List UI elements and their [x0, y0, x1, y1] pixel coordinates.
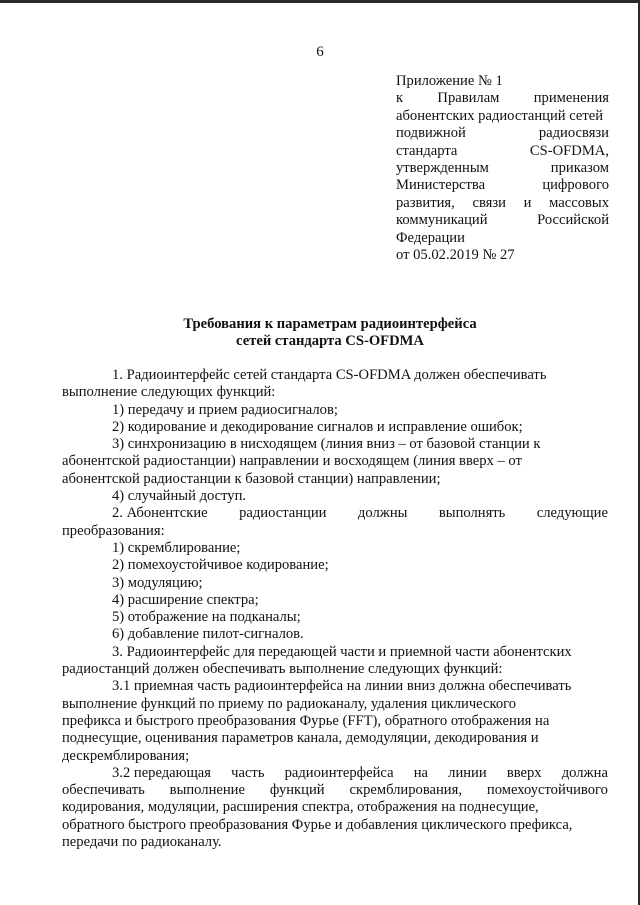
appendix-word: стандарта — [396, 142, 458, 159]
paragraph-1-line: 1. Радиоинтерфейс сетей стандарта CS-OFDMA должен обеспечивать — [112, 367, 547, 383]
transform-item-3: 3) модуляцию; — [112, 574, 203, 591]
appendix-block — [396, 73, 609, 264]
paragraph-3-2-line: кодирования, модуляции, расширения спектра, отображения на поднесущие, — [62, 799, 539, 816]
function-item-1: 1) передачу и прием радиосигналов; — [112, 401, 338, 418]
title-line-2: сетей стандарта CS-OFDMA — [236, 333, 424, 349]
document-body — [62, 367, 608, 851]
appendix-line-7 — [396, 177, 609, 194]
paragraph-3-1-line: префикса и быстрого преобразования Фурье (FFT), обратного отображения на — [62, 712, 550, 729]
appendix-word: применения — [533, 90, 609, 107]
function-item-2: 2) кодирование и декодирование сигналов и исправление ошибок; — [112, 418, 523, 435]
paragraph-3-2-line: передачи по радиоканалу. — [62, 834, 222, 851]
paragraph-2-word: выполнять — [438, 505, 506, 522]
paragraph-2-line — [62, 505, 608, 522]
paragraph-3-2-word: 3.2 передающая — [112, 764, 211, 781]
scan-edge-top — [0, 0, 640, 3]
paragraph-3-2-line — [62, 765, 608, 782]
paragraph-2-word: 2. Абонентские — [112, 505, 208, 522]
paragraph-3-2-word: функций — [269, 782, 325, 799]
appendix-line-9 — [396, 212, 609, 229]
paragraph-2-word: следующие — [536, 505, 608, 522]
appendix-word: цифрового — [542, 177, 609, 194]
appendix-word: приказом — [550, 160, 609, 177]
appendix-line-8 — [396, 195, 609, 212]
paragraph-3-2-word: должна — [561, 764, 608, 781]
paragraph-3-2-line — [62, 782, 608, 799]
paragraph-3-line: 3. Радиоинтерфейс для передающей части и приемной части абонентских — [112, 643, 572, 660]
appendix-line-2 — [396, 90, 609, 107]
paragraph-1-line: выполнение следующих функций: — [62, 384, 276, 401]
transform-item-4: 4) расширение спектра; — [112, 591, 259, 608]
appendix-date-number: от 05.02.2019 № 27 — [396, 247, 515, 264]
transform-item-2: 2) помехоустойчивое кодирование; — [112, 557, 329, 574]
paragraph-3-2-word: часть — [231, 764, 265, 781]
title-line-1: Требования к параметрам радиоинтерфейса — [183, 316, 477, 332]
appendix-word: развития, — [396, 194, 455, 211]
paragraph-3-2-line: обратного быстрого преобразования Фурье и добавления циклического префикса, — [62, 816, 573, 833]
paragraph-2-word: радиостанции — [239, 505, 327, 522]
appendix-word: связи — [472, 194, 506, 211]
function-item-3-cont: абонентской радиостанции к базовой станции) направлении; — [62, 470, 441, 487]
appendix-line-10: Федерации — [396, 229, 465, 246]
paragraph-3-2-word: скремблирования, — [349, 782, 462, 799]
page-number: 6 — [316, 44, 324, 60]
appendix-word: утвержденным — [396, 160, 489, 177]
paragraph-3-2-word: вверх — [506, 764, 542, 781]
transform-item-6: 6) добавление пилот-сигналов. — [112, 626, 304, 643]
paragraph-3-2-word: радиоинтерфейса — [284, 764, 394, 781]
appendix-word: подвижной — [396, 125, 466, 142]
appendix-line-6 — [396, 160, 609, 177]
appendix-word: к — [396, 90, 404, 107]
paragraph-2-word: должны — [357, 505, 408, 522]
paragraph-3-2-word: помехоустойчивого — [486, 782, 608, 799]
appendix-word: Российской — [537, 212, 609, 229]
paragraph-3-line: радиостанций должен обеспечивать выполнение следующих функций: — [62, 661, 503, 678]
appendix-word: массовых — [549, 194, 609, 211]
appendix-word: коммуникаций — [396, 212, 488, 229]
transform-item-1: 1) скремблирование; — [112, 539, 241, 556]
transform-item-5: 5) отображение на подканалы; — [112, 609, 301, 626]
paragraph-3-1-line: поднесущие, оценивания параметров канала, демодуляции, декодирования и — [62, 730, 539, 747]
paragraph-3-1-line: 3.1 приемная часть радиоинтерфейса на линии вниз должна обеспечивать — [112, 678, 572, 695]
function-item-4: 4) случайный доступ. — [112, 488, 247, 505]
paragraph-3-1-line: выполнение функций по приему по радиоканалу, удаления циклического — [62, 695, 517, 712]
appendix-word: Правилам — [437, 90, 500, 107]
paragraph-3-2-word: линии — [448, 764, 487, 781]
appendix-line-5 — [396, 143, 609, 160]
paragraph-2-line: преобразования: — [62, 522, 165, 539]
function-item-3-cont: абонентской радиостанции) направлении и восходящем (линия вверх – от — [62, 453, 522, 470]
appendix-word: и — [523, 194, 532, 211]
paragraph-3-2-word: обеспечивать — [62, 782, 145, 799]
appendix-word: CS-OFDMA, — [529, 142, 609, 159]
appendix-line-3: абонентских радиостанций сетей — [396, 107, 604, 124]
appendix-line-1: Приложение № 1 — [396, 73, 503, 89]
paragraph-3-2-word: выполнение — [169, 782, 245, 799]
paragraph-3-1-line: дескремблирования; — [62, 747, 190, 764]
appendix-word: Министерства — [396, 177, 486, 194]
paragraph-3-2-word: на — [413, 764, 429, 781]
appendix-line-4 — [396, 125, 609, 142]
appendix-word: радиосвязи — [538, 125, 609, 142]
function-item-3: 3) синхронизацию в нисходящем (линия вниз – от базовой станции к — [112, 436, 541, 453]
document-title — [60, 316, 600, 350]
